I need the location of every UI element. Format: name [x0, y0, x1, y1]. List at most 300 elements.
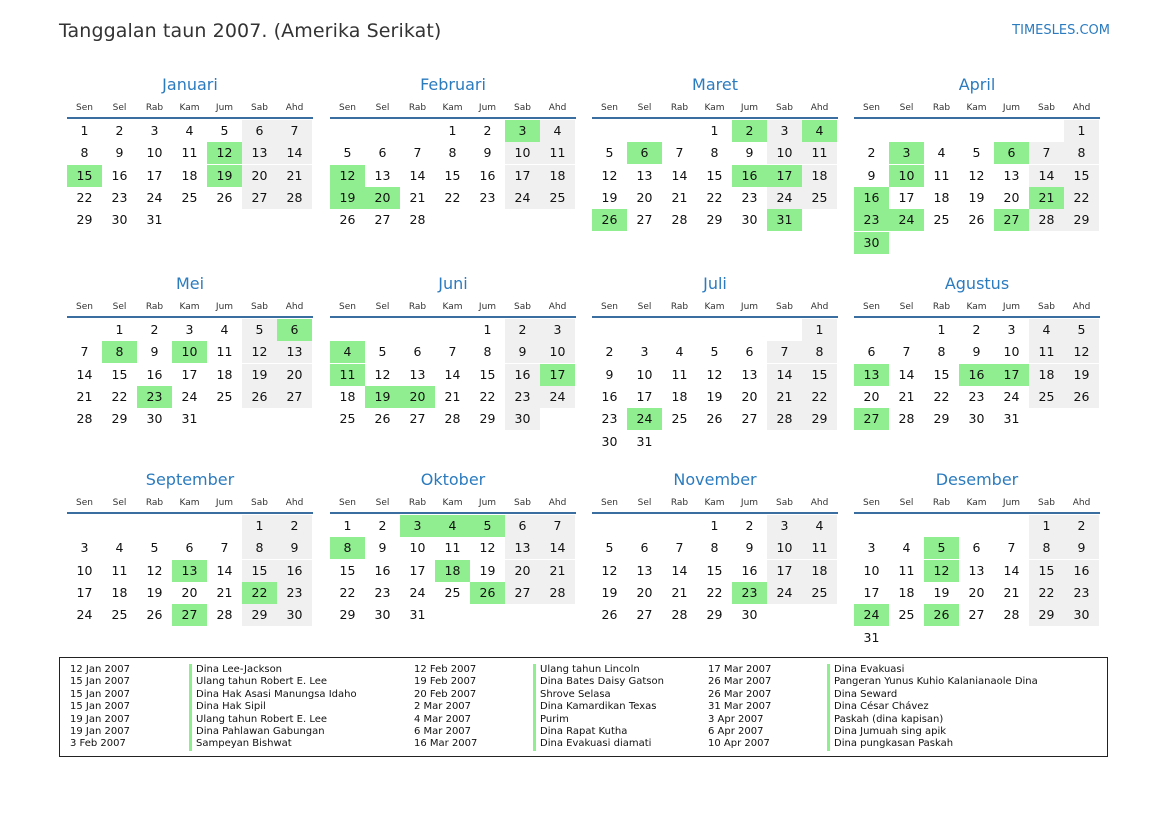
holiday-day-cell[interactable]: 3: [400, 515, 435, 537]
day-cell[interactable]: 19: [242, 364, 277, 386]
day-cell[interactable]: 15: [802, 364, 837, 386]
day-cell[interactable]: 5: [378, 344, 387, 360]
day-cell[interactable]: 13: [277, 341, 312, 363]
day-cell[interactable]: 6: [505, 515, 540, 537]
day-cell[interactable]: 17: [636, 388, 653, 404]
day-cell[interactable]: 14: [409, 167, 426, 183]
holiday-day-cell[interactable]: 31: [767, 209, 802, 231]
day-cell[interactable]: 28: [671, 607, 688, 623]
day-cell[interactable]: 28: [409, 212, 426, 228]
holiday-day-cell[interactable]: 3: [889, 142, 924, 164]
day-cell[interactable]: 7: [413, 145, 422, 161]
day-cell[interactable]: 5: [150, 540, 159, 556]
day-cell[interactable]: 21: [898, 388, 915, 404]
day-cell[interactable]: 17: [767, 560, 802, 582]
day-cell[interactable]: 13: [505, 537, 540, 559]
holiday-day-cell[interactable]: 21: [1029, 187, 1064, 209]
day-cell[interactable]: 29: [1029, 604, 1064, 626]
day-cell[interactable]: 11: [216, 344, 233, 360]
day-cell[interactable]: 27: [636, 607, 653, 623]
day-cell[interactable]: 25: [540, 187, 575, 209]
day-cell[interactable]: 31: [146, 212, 163, 228]
holiday-day-cell[interactable]: 18: [435, 560, 470, 582]
day-cell[interactable]: 14: [671, 562, 688, 578]
day-cell[interactable]: 22: [479, 388, 496, 404]
day-cell[interactable]: 20: [636, 189, 653, 205]
day-cell[interactable]: 28: [1029, 209, 1064, 231]
day-cell[interactable]: 16: [601, 388, 618, 404]
day-cell[interactable]: 4: [675, 344, 684, 360]
day-cell[interactable]: 1: [483, 322, 492, 337]
day-cell[interactable]: 29: [933, 411, 950, 427]
day-cell[interactable]: 22: [111, 388, 128, 404]
day-cell[interactable]: 21: [671, 189, 688, 205]
day-cell[interactable]: 19: [601, 584, 618, 600]
day-cell[interactable]: 12: [601, 562, 618, 578]
day-cell[interactable]: 15: [1029, 560, 1064, 582]
day-cell[interactable]: 4: [185, 123, 194, 138]
day-cell[interactable]: 2: [505, 319, 540, 341]
day-cell[interactable]: 25: [1029, 386, 1064, 408]
holiday-day-cell[interactable]: 19: [365, 386, 400, 408]
day-cell[interactable]: 29: [479, 411, 496, 427]
day-cell[interactable]: 22: [802, 386, 837, 408]
day-cell[interactable]: 25: [216, 388, 233, 404]
day-cell[interactable]: 2: [277, 515, 312, 537]
day-cell[interactable]: 11: [540, 142, 575, 164]
day-cell[interactable]: 26: [216, 189, 233, 205]
day-cell[interactable]: 2: [972, 322, 981, 337]
day-cell[interactable]: 16: [374, 562, 391, 578]
day-cell[interactable]: 13: [242, 142, 277, 164]
day-cell[interactable]: 25: [898, 607, 915, 623]
day-cell[interactable]: 7: [1029, 142, 1064, 164]
day-cell[interactable]: 2: [1064, 515, 1099, 537]
holiday-day-cell[interactable]: 27: [854, 408, 889, 430]
day-cell[interactable]: 31: [636, 433, 653, 449]
day-cell[interactable]: 3: [767, 120, 802, 142]
day-cell[interactable]: 2: [483, 123, 492, 138]
day-cell[interactable]: 20: [181, 584, 198, 600]
day-cell[interactable]: 29: [706, 212, 723, 228]
day-cell[interactable]: 20: [277, 364, 312, 386]
holiday-day-cell[interactable]: 12: [207, 142, 242, 164]
day-cell[interactable]: 23: [1064, 582, 1099, 604]
day-cell[interactable]: 25: [111, 607, 128, 623]
day-cell[interactable]: 18: [111, 584, 128, 600]
day-cell[interactable]: 8: [448, 145, 457, 161]
day-cell[interactable]: 11: [671, 366, 688, 382]
holiday-day-cell[interactable]: 17: [767, 165, 802, 187]
day-cell[interactable]: 23: [277, 582, 312, 604]
day-cell[interactable]: 28: [540, 582, 575, 604]
day-cell[interactable]: 15: [706, 562, 723, 578]
day-cell[interactable]: 9: [277, 537, 312, 559]
day-cell[interactable]: 16: [479, 167, 496, 183]
holiday-day-cell[interactable]: 17: [994, 364, 1029, 386]
day-cell[interactable]: 8: [1064, 142, 1099, 164]
day-cell[interactable]: 17: [76, 584, 93, 600]
day-cell[interactable]: 12: [146, 562, 163, 578]
holiday-day-cell[interactable]: 27: [994, 209, 1029, 231]
holiday-day-cell[interactable]: 23: [732, 582, 767, 604]
day-cell[interactable]: 19: [601, 189, 618, 205]
day-cell[interactable]: 20: [505, 560, 540, 582]
day-cell[interactable]: 16: [111, 167, 128, 183]
holiday-day-cell[interactable]: 13: [854, 364, 889, 386]
day-cell[interactable]: 1: [80, 123, 89, 138]
day-cell[interactable]: 12: [374, 366, 391, 382]
day-cell[interactable]: 6: [185, 540, 194, 556]
holiday-day-cell[interactable]: 8: [102, 341, 137, 363]
holiday-day-cell[interactable]: 17: [540, 364, 575, 386]
holiday-day-cell[interactable]: 5: [924, 537, 959, 559]
day-cell[interactable]: 23: [374, 584, 391, 600]
day-cell[interactable]: 30: [111, 212, 128, 228]
day-cell[interactable]: 14: [444, 366, 461, 382]
holiday-day-cell[interactable]: 26: [470, 582, 505, 604]
day-cell[interactable]: 1: [937, 322, 946, 337]
day-cell[interactable]: 4: [220, 322, 229, 337]
day-cell[interactable]: 15: [111, 366, 128, 382]
day-cell[interactable]: 21: [216, 584, 233, 600]
holiday-day-cell[interactable]: 13: [172, 560, 207, 582]
day-cell[interactable]: 1: [448, 123, 457, 138]
day-cell[interactable]: 11: [111, 562, 128, 578]
day-cell[interactable]: 21: [444, 388, 461, 404]
holiday-day-cell[interactable]: 15: [67, 165, 102, 187]
day-cell[interactable]: 26: [601, 607, 618, 623]
day-cell[interactable]: 24: [146, 189, 163, 205]
day-cell[interactable]: 10: [409, 540, 426, 556]
holiday-day-cell[interactable]: 5: [470, 515, 505, 537]
day-cell[interactable]: 6: [378, 145, 387, 161]
day-cell[interactable]: 23: [601, 411, 618, 427]
day-cell[interactable]: 27: [636, 212, 653, 228]
day-cell[interactable]: 3: [1007, 322, 1016, 337]
day-cell[interactable]: 19: [479, 562, 496, 578]
day-cell[interactable]: 7: [675, 540, 684, 556]
holiday-day-cell[interactable]: 26: [592, 209, 627, 231]
day-cell[interactable]: 18: [802, 165, 837, 187]
day-cell[interactable]: 1: [242, 515, 277, 537]
day-cell[interactable]: 3: [867, 540, 876, 556]
day-cell[interactable]: 27: [277, 386, 312, 408]
day-cell[interactable]: 14: [1029, 165, 1064, 187]
day-cell[interactable]: 18: [540, 165, 575, 187]
day-cell[interactable]: 13: [1003, 167, 1020, 183]
day-cell[interactable]: 5: [343, 145, 352, 161]
day-cell[interactable]: 19: [1064, 364, 1099, 386]
day-cell[interactable]: 2: [605, 344, 614, 360]
day-cell[interactable]: 7: [220, 540, 229, 556]
day-cell[interactable]: 15: [242, 560, 277, 582]
day-cell[interactable]: 20: [968, 584, 985, 600]
day-cell[interactable]: 23: [111, 189, 128, 205]
day-cell[interactable]: 22: [444, 189, 461, 205]
day-cell[interactable]: 4: [902, 540, 911, 556]
day-cell[interactable]: 25: [802, 582, 837, 604]
day-cell[interactable]: 25: [671, 411, 688, 427]
day-cell[interactable]: 27: [242, 187, 277, 209]
day-cell[interactable]: 10: [146, 145, 163, 161]
day-cell[interactable]: 14: [277, 142, 312, 164]
day-cell[interactable]: 26: [242, 386, 277, 408]
day-cell[interactable]: 16: [505, 364, 540, 386]
day-cell[interactable]: 3: [80, 540, 89, 556]
day-cell[interactable]: 11: [802, 537, 837, 559]
day-cell[interactable]: 28: [76, 411, 93, 427]
day-cell[interactable]: 17: [898, 189, 915, 205]
day-cell[interactable]: 13: [636, 562, 653, 578]
day-cell[interactable]: 27: [409, 411, 426, 427]
holiday-day-cell[interactable]: 12: [924, 560, 959, 582]
day-cell[interactable]: 24: [409, 584, 426, 600]
day-cell[interactable]: 12: [479, 540, 496, 556]
day-cell[interactable]: 5: [605, 145, 614, 161]
day-cell[interactable]: 27: [505, 582, 540, 604]
day-cell[interactable]: 20: [863, 388, 880, 404]
day-cell[interactable]: 9: [605, 366, 614, 382]
holiday-day-cell[interactable]: 23: [137, 386, 172, 408]
day-cell[interactable]: 5: [972, 145, 981, 161]
day-cell[interactable]: 22: [339, 584, 356, 600]
day-cell[interactable]: 6: [745, 344, 754, 360]
day-cell[interactable]: 1: [710, 123, 719, 138]
day-cell[interactable]: 8: [802, 341, 837, 363]
day-cell[interactable]: 20: [741, 388, 758, 404]
day-cell[interactable]: 10: [863, 562, 880, 578]
day-cell[interactable]: 14: [1003, 562, 1020, 578]
holiday-day-cell[interactable]: 24: [889, 209, 924, 231]
holiday-day-cell[interactable]: 24: [627, 408, 662, 430]
day-cell[interactable]: 6: [867, 344, 876, 360]
day-cell[interactable]: 5: [1064, 319, 1099, 341]
day-cell[interactable]: 3: [185, 322, 194, 337]
day-cell[interactable]: 25: [933, 212, 950, 228]
day-cell[interactable]: 8: [710, 145, 719, 161]
holiday-day-cell[interactable]: 10: [172, 341, 207, 363]
day-cell[interactable]: 28: [444, 411, 461, 427]
day-cell[interactable]: 30: [374, 607, 391, 623]
day-cell[interactable]: 26: [706, 411, 723, 427]
day-cell[interactable]: 26: [968, 212, 985, 228]
day-cell[interactable]: 10: [505, 142, 540, 164]
day-cell[interactable]: 24: [76, 607, 93, 623]
day-cell[interactable]: 8: [80, 145, 89, 161]
day-cell[interactable]: 20: [1003, 189, 1020, 205]
holiday-day-cell[interactable]: 24: [854, 604, 889, 626]
day-cell[interactable]: 7: [767, 341, 802, 363]
day-cell[interactable]: 1: [343, 518, 352, 533]
day-cell[interactable]: 27: [374, 212, 391, 228]
day-cell[interactable]: 2: [867, 145, 876, 161]
holiday-day-cell[interactable]: 11: [330, 364, 365, 386]
day-cell[interactable]: 14: [898, 366, 915, 382]
day-cell[interactable]: 27: [968, 607, 985, 623]
day-cell[interactable]: 9: [1064, 537, 1099, 559]
day-cell[interactable]: 14: [671, 167, 688, 183]
day-cell[interactable]: 23: [505, 386, 540, 408]
day-cell[interactable]: 4: [115, 540, 124, 556]
day-cell[interactable]: 14: [216, 562, 233, 578]
holiday-day-cell[interactable]: 16: [854, 187, 889, 209]
day-cell[interactable]: 19: [933, 584, 950, 600]
day-cell[interactable]: 29: [802, 408, 837, 430]
day-cell[interactable]: 12: [1064, 341, 1099, 363]
day-cell[interactable]: 31: [863, 629, 880, 645]
day-cell[interactable]: 11: [933, 167, 950, 183]
day-cell[interactable]: 27: [741, 411, 758, 427]
day-cell[interactable]: 2: [745, 518, 754, 533]
day-cell[interactable]: 26: [1064, 386, 1099, 408]
day-cell[interactable]: 1: [1064, 120, 1099, 142]
day-cell[interactable]: 18: [671, 388, 688, 404]
day-cell[interactable]: 28: [277, 187, 312, 209]
day-cell[interactable]: 12: [242, 341, 277, 363]
day-cell[interactable]: 18: [339, 388, 356, 404]
day-cell[interactable]: 19: [968, 189, 985, 205]
day-cell[interactable]: 26: [146, 607, 163, 623]
day-cell[interactable]: 6: [640, 540, 649, 556]
day-cell[interactable]: 16: [1064, 560, 1099, 582]
holiday-day-cell[interactable]: 4: [435, 515, 470, 537]
day-cell[interactable]: 13: [374, 167, 391, 183]
day-cell[interactable]: 3: [767, 515, 802, 537]
day-cell[interactable]: 4: [1029, 319, 1064, 341]
day-cell[interactable]: 12: [706, 366, 723, 382]
day-cell[interactable]: 16: [146, 366, 163, 382]
day-cell[interactable]: 6: [972, 540, 981, 556]
day-cell[interactable]: 18: [802, 560, 837, 582]
day-cell[interactable]: 15: [444, 167, 461, 183]
day-cell[interactable]: 30: [146, 411, 163, 427]
day-cell[interactable]: 7: [277, 120, 312, 142]
day-cell[interactable]: 9: [483, 145, 492, 161]
holiday-day-cell[interactable]: 19: [207, 165, 242, 187]
day-cell[interactable]: 29: [76, 212, 93, 228]
day-cell[interactable]: 12: [968, 167, 985, 183]
day-cell[interactable]: 13: [968, 562, 985, 578]
day-cell[interactable]: 9: [115, 145, 124, 161]
day-cell[interactable]: 16: [741, 562, 758, 578]
day-cell[interactable]: 10: [767, 537, 802, 559]
day-cell[interactable]: 29: [111, 411, 128, 427]
day-cell[interactable]: 7: [1007, 540, 1016, 556]
day-cell[interactable]: 9: [972, 344, 981, 360]
holiday-day-cell[interactable]: 27: [172, 604, 207, 626]
holiday-day-cell[interactable]: 4: [330, 341, 365, 363]
day-cell[interactable]: 29: [242, 604, 277, 626]
holiday-day-cell[interactable]: 6: [277, 319, 312, 341]
day-cell[interactable]: 4: [802, 515, 837, 537]
day-cell[interactable]: 14: [76, 366, 93, 382]
day-cell[interactable]: 15: [339, 562, 356, 578]
day-cell[interactable]: 2: [378, 518, 387, 533]
holiday-day-cell[interactable]: 12: [330, 165, 365, 187]
day-cell[interactable]: 24: [767, 582, 802, 604]
day-cell[interactable]: 28: [767, 408, 802, 430]
day-cell[interactable]: 20: [636, 584, 653, 600]
holiday-day-cell[interactable]: 6: [994, 142, 1029, 164]
holiday-day-cell[interactable]: 16: [732, 165, 767, 187]
day-cell[interactable]: 14: [767, 364, 802, 386]
day-cell[interactable]: 25: [802, 187, 837, 209]
holiday-day-cell[interactable]: 19: [330, 187, 365, 209]
day-cell[interactable]: 29: [339, 607, 356, 623]
day-cell[interactable]: 7: [540, 515, 575, 537]
holiday-day-cell[interactable]: 4: [802, 120, 837, 142]
day-cell[interactable]: 31: [1003, 411, 1020, 427]
day-cell[interactable]: 29: [706, 607, 723, 623]
day-cell[interactable]: 30: [1064, 604, 1099, 626]
day-cell[interactable]: 8: [710, 540, 719, 556]
day-cell[interactable]: 5: [710, 344, 719, 360]
day-cell[interactable]: 11: [802, 142, 837, 164]
day-cell[interactable]: 7: [448, 344, 457, 360]
day-cell[interactable]: 10: [636, 366, 653, 382]
day-cell[interactable]: 10: [76, 562, 93, 578]
day-cell[interactable]: 21: [277, 165, 312, 187]
day-cell[interactable]: 9: [867, 167, 876, 183]
day-cell[interactable]: 13: [741, 366, 758, 382]
day-cell[interactable]: 21: [409, 189, 426, 205]
holiday-day-cell[interactable]: 23: [854, 209, 889, 231]
day-cell[interactable]: 18: [216, 366, 233, 382]
holiday-day-cell[interactable]: 30: [854, 232, 889, 254]
day-cell[interactable]: 10: [767, 142, 802, 164]
day-cell[interactable]: 23: [968, 388, 985, 404]
day-cell[interactable]: 30: [968, 411, 985, 427]
day-cell[interactable]: 3: [640, 344, 649, 360]
day-cell[interactable]: 4: [540, 120, 575, 142]
day-cell[interactable]: 21: [671, 584, 688, 600]
day-cell[interactable]: 10: [1003, 344, 1020, 360]
day-cell[interactable]: 19: [146, 584, 163, 600]
day-cell[interactable]: 9: [150, 344, 159, 360]
day-cell[interactable]: 23: [741, 189, 758, 205]
day-cell[interactable]: 28: [671, 212, 688, 228]
day-cell[interactable]: 6: [413, 344, 422, 360]
day-cell[interactable]: 9: [745, 145, 754, 161]
day-cell[interactable]: 21: [1003, 584, 1020, 600]
day-cell[interactable]: 22: [76, 189, 93, 205]
day-cell[interactable]: 18: [1029, 364, 1064, 386]
day-cell[interactable]: 17: [863, 584, 880, 600]
day-cell[interactable]: 24: [767, 187, 802, 209]
day-cell[interactable]: 10: [540, 341, 575, 363]
day-cell[interactable]: 21: [540, 560, 575, 582]
day-cell[interactable]: 30: [505, 408, 540, 430]
day-cell[interactable]: 17: [146, 167, 163, 183]
day-cell[interactable]: 29: [1064, 209, 1099, 231]
day-cell[interactable]: 8: [937, 344, 946, 360]
day-cell[interactable]: 31: [181, 411, 198, 427]
day-cell[interactable]: 11: [1029, 341, 1064, 363]
holiday-day-cell[interactable]: 26: [924, 604, 959, 626]
day-cell[interactable]: 18: [933, 189, 950, 205]
site-link[interactable]: TIMESLES.COM: [1012, 23, 1110, 38]
day-cell[interactable]: 8: [483, 344, 492, 360]
day-cell[interactable]: 20: [242, 165, 277, 187]
day-cell[interactable]: 11: [181, 145, 198, 161]
day-cell[interactable]: 14: [540, 537, 575, 559]
day-cell[interactable]: 25: [444, 584, 461, 600]
day-cell[interactable]: 4: [937, 145, 946, 161]
day-cell[interactable]: 30: [277, 604, 312, 626]
day-cell[interactable]: 3: [150, 123, 159, 138]
day-cell[interactable]: 5: [605, 540, 614, 556]
